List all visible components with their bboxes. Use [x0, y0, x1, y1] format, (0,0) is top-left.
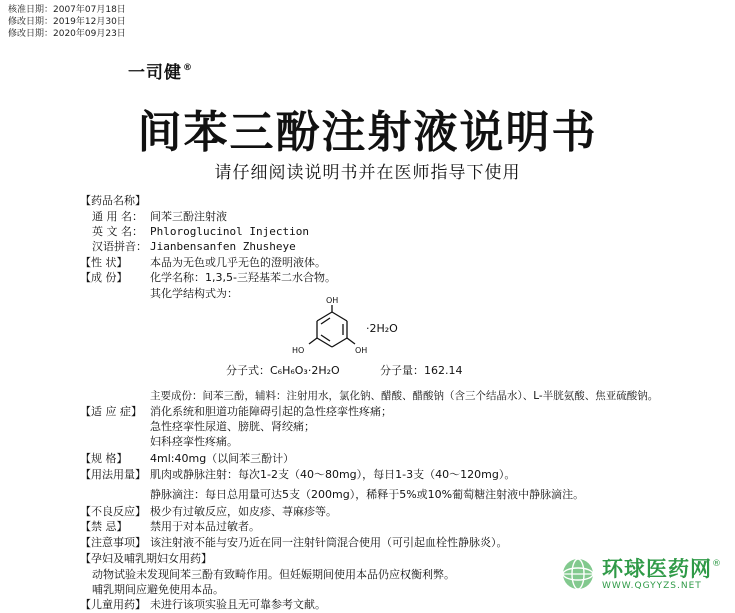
generic-name-row — [92, 210, 227, 224]
brand-name — [128, 58, 193, 83]
generic-name-label: 通 用 名： — [92, 210, 143, 223]
indications-row — [80, 405, 392, 419]
hydroxyl-top: OH — [326, 296, 339, 305]
watermark-text — [602, 557, 721, 591]
contraindications-row — [80, 520, 260, 534]
indications-label: 【适 应 症】 — [80, 405, 142, 418]
specification-value: 4ml:40mg（以间苯三酚计） — [150, 452, 295, 465]
hydroxyl-left: HO — [292, 346, 305, 355]
site-watermark — [560, 556, 721, 592]
dosage-1: 肌肉或静脉注射：每次1-2支（40～80mg），每日1-3支（40～120mg）。 — [150, 468, 516, 481]
main-ingredients: 主要成份：间苯三酚，辅料：注射用水，氯化钠、醋酸、醋酸钠（含三个结晶水）、L-半胱氨酸、焦亚硫酸钠。 — [150, 390, 659, 402]
english-name-row — [92, 225, 309, 239]
water-of-hydration: ·2H₂O — [366, 322, 398, 335]
specification-row — [80, 452, 294, 466]
children-row — [80, 598, 326, 612]
precautions-label: 【注意事项】 — [80, 536, 146, 549]
revision-date-1: 修改日期：2019年12月30日 — [8, 17, 126, 27]
contraindications-value: 禁用于对本品过敏者。 — [150, 520, 260, 533]
adverse-label: 【不良反应】 — [80, 505, 146, 518]
drug-name-label: 【药品名称】 — [80, 194, 146, 207]
brand-text: 一司健 — [128, 63, 182, 83]
ingredients-value: 化学名称：1,3,5-三羟基苯二水合物。 — [150, 271, 336, 284]
children-value: 未进行该项实验且无可靠参考文献。 — [150, 598, 326, 611]
ingredients-row — [80, 271, 336, 285]
dosage-2: 静脉滴注：每日总用量可达5支（200mg），稀释于5%或10%葡萄糖注射液中静脉滴注。 — [150, 488, 585, 501]
revision-date-2: 修改日期：2020年09月23日 — [8, 29, 126, 39]
watermark-url: WWW.QGYYZS.NET — [602, 581, 702, 591]
hydroxyl-right: OH — [355, 346, 368, 355]
globe-icon — [560, 556, 596, 592]
approval-date: 核准日期：2007年07月18日 — [8, 5, 126, 15]
molecular-weight: 分子量：162.14 — [380, 364, 463, 377]
properties-row — [80, 256, 326, 270]
pregnancy-1: 动物试验未发现间苯三酚有致畸作用。但妊娠期间使用本品仍应权衡利弊。 — [92, 568, 455, 581]
indication-3: 妇科痉挛性疼痛。 — [150, 435, 238, 448]
adverse-row — [80, 505, 337, 519]
children-label: 【儿童用药】 — [80, 598, 146, 611]
pregnancy-label: 【孕妇及哺乳期妇女用药】 — [80, 552, 212, 565]
english-name-value: Phloroglucinol Injection — [150, 225, 309, 238]
dosage-label: 【用法用量】 — [80, 468, 146, 481]
approval-dates — [8, 4, 126, 40]
indication-2: 急性痉挛性尿道、膀胱、肾绞痛； — [150, 420, 315, 433]
pinyin-value: Jianbensanfen Zhusheye — [150, 240, 296, 253]
properties-label: 【性 状】 — [80, 256, 128, 269]
structure-label: 其化学结构式为： — [150, 287, 238, 300]
precautions-row — [80, 536, 508, 550]
indication-1: 消化系统和胆道功能障碍引起的急性痉挛性疼痛； — [150, 405, 392, 418]
page-subtitle: 请仔细阅读说明书并在医师指导下使用 — [214, 163, 521, 183]
english-name-label: 英 文 名： — [92, 225, 143, 238]
registered-mark: ® — [183, 63, 193, 73]
page-title: 间苯三酚注射液说明书 — [137, 107, 598, 158]
adverse-value: 极少有过敏反应，如皮疹、荨麻疹等。 — [150, 505, 337, 518]
watermark-name: 环球医药网 — [602, 557, 712, 581]
contraindications-label: 【禁 忌】 — [80, 520, 128, 533]
specification-label: 【规 格】 — [80, 452, 128, 465]
properties-value: 本品为无色或几乎无色的澄明液体。 — [150, 256, 326, 269]
pregnancy-2: 哺乳期间应避免使用本品。 — [92, 583, 224, 596]
watermark-mark: ® — [712, 559, 721, 569]
ingredients-label: 【成 份】 — [80, 271, 128, 284]
generic-name-value: 间苯三酚注射液 — [150, 210, 227, 223]
dosage-row — [80, 468, 515, 482]
chemical-structure — [282, 294, 422, 366]
pinyin-label: 汉语拼音： — [92, 240, 147, 253]
molecular-formula: 分子式：C₆H₆O₃·2H₂O — [226, 364, 340, 377]
pinyin-row — [92, 240, 296, 254]
benzene-ring — [309, 305, 355, 347]
precautions-value: 该注射液不能与安乃近在同一注射针筒混合使用（可引起血栓性静脉炎）。 — [150, 536, 508, 549]
